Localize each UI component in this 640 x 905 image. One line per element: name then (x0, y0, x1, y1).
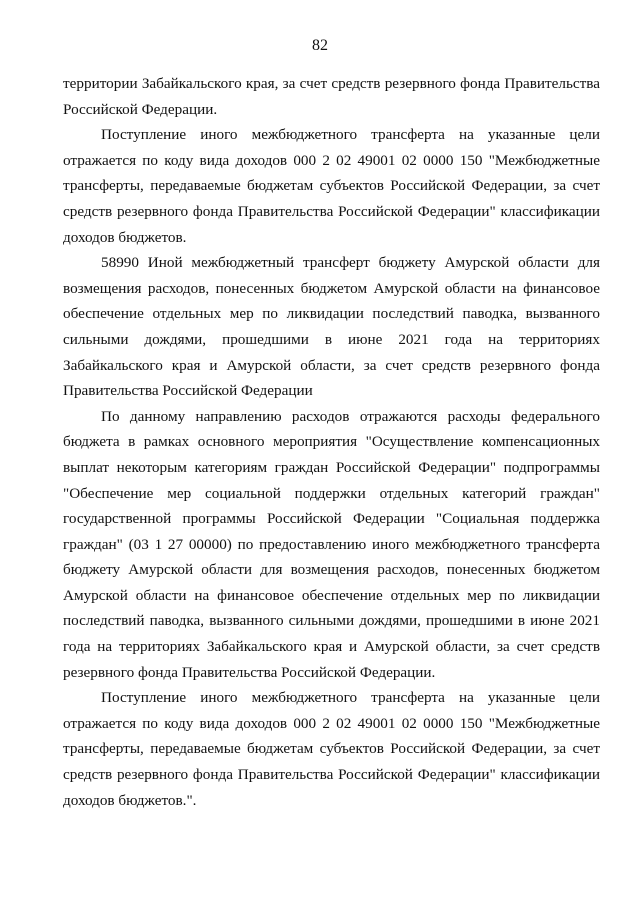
paragraph-income-code-2: Поступление иного межбюджетного трансферта на указанные цели отражается по коду вида доходов 000 2 02 49001 02 0000 150 "Межбюджетные трансферты, передаваемые бюджетам субъектов Российской Федерации, за счет средств резервного фонда Правительства Российской Федерации" классификации доходов бюджетов.". (63, 689, 600, 809)
document-body (63, 71, 600, 813)
paragraph-income-code: Поступление иного межбюджетного трансферта на указанные цели отражается по коду вида доходов 000 2 02 49001 02 0000 150 "Межбюджетные трансферты, передаваемые бюджетам субъектов Российской Федерации, за счет средств резервного фонда Правительства Российской Федерации" классификации доходов бюджетов. (63, 126, 600, 246)
paragraph-expense-description: По данному направлению расходов отражаются расходы федерального бюджета в рамках основного мероприятия "Осуществление компенсационных выплат некоторым категориям граждан Российской Федерации" подпрограммы "Обеспечение мер социальной поддержки отдельных категорий граждан" государственной программы Российской Федерации "Социальная поддержка граждан" (03 1 27 00000) по предоставлению иного межбюджетного трансферта бюджету Амурской области для возмещения расходов, понесенных бюджетом Амурской области на финансовое обеспечение отдельных мер по ликвидации последствий паводка, вызванного сильными дождями, прошедшими в июне 2021 года на территориях Забайкальского края и Амурской области, за счет средств резервного фонда Правительства Российской Федерации. (63, 407, 600, 681)
paragraph-continuation: территории Забайкальского края, за счет средств резервного фонда Правительства Российской Федерации. (63, 75, 600, 118)
page-number: 82 (312, 37, 328, 54)
paragraph-item-58990: 58990 Иной межбюджетный трансферт бюджету Амурской области для возмещения расходов, понесенных бюджетом Амурской области на финансовое обеспечение отдельных мер по ликвидации последствий паводка, вызванного сильными дождями, прошедшими в июне 2021 года на территориях Забайкальского края и Амурской области, за счет средств резервного фонда Правительства Российской Федерации (63, 254, 600, 400)
